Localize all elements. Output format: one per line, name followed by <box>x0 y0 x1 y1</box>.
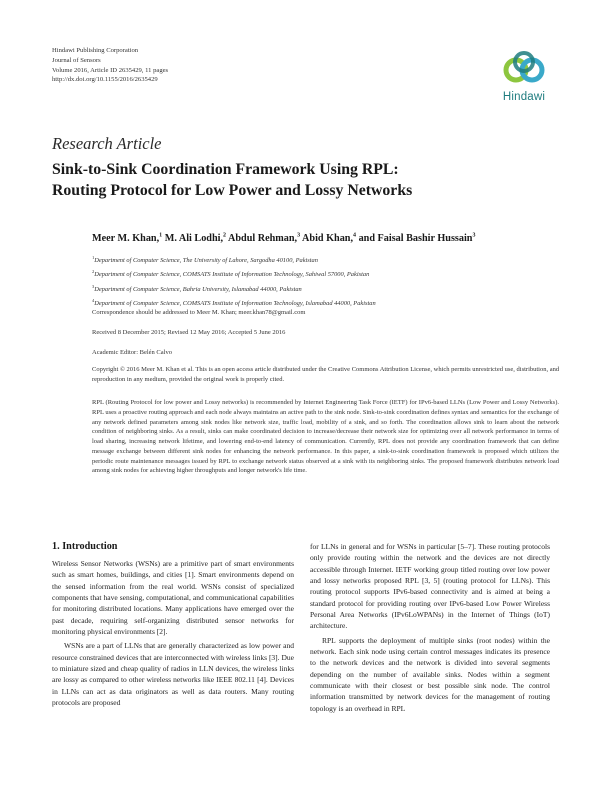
body-paragraph: for LLNs in general and for WSNs in particular [5–7]. These routing protocols only provide routing within the network and the devices are not directly accessible through Internet. IETF working group titled routing over low power and lossy networks proposed RPL [3, 5] (routing protocol for LLNs). This routing protocol supports IPv6-based connectivity and is aimed at being a standard protocol for providing routing over IPv6-based Low Power Wireless Personal Area Networks (IPv6LoWPANs) in the Internet of Things (IoT) architecture. <box>310 542 550 631</box>
author: and Faisal Bashir Hussain$^3$ <box>356 233 476 245</box>
author: Abid Khan,$^4$ <box>300 233 357 245</box>
body-paragraph: WSNs are a part of LLNs that are generally characterized as low power and resource constrained devices that are interconnected with wireless links [3]. Due to miniature sized and cheap quality of radios in LLN devices, the wireless links are lossy as compared to other wireless networks like IEEE 802.11 [4]. Devices in LLNs can act as data originators as well as data routers. Many routing protocols are proposed <box>52 641 294 708</box>
author: Abdul Rehman,$^3$ <box>226 233 301 245</box>
affiliation: $^3$Department of Computer Science, Bahria University, Islamabad 44000, Pakistan <box>92 283 302 293</box>
abstract: RPL (Routing Protocol for low power and Lossy networks) is recommended by Internet Engineering Task Force (IETF) for IPv6-based LLNs (Low Power and Lossy Networks). RPL uses a proactive routing approach and each node always maintains an active path to the sink node. Sink-to-sink coordination defines syntax and semantics for the exchange of any network defined parameters among sink nodes like network size, traffic load, mobility of a sink, and so forth. The coordination allows sink to learn about the network condition of neighboring sinks. As a result, sinks can make coordinated decision to increase/decrease their network size for optimizing over all network performance in terms of load sharing, increasing network lifetime, and lowering end-to-end latency of communication. Currently, RPL does not provide any coordination framework that can define message exchange between different sink nodes for enhancing the network performance. In this paper, a sink-to-sink coordination framework is proposed which utilizes the periodic route maintenance messages issued by RPL to exchange network status observed at a sink with its neighboring sinks. The proposed framework distributes network load among sink nodes for achieving higher throughputs and longer network's life time. <box>92 399 559 475</box>
volume-info: Volume 2016, Article ID 2635429, 11 pages <box>52 66 169 74</box>
affiliations <box>92 252 572 309</box>
title-line-2: Routing Protocol for Low Power and Lossy Networks <box>52 182 413 199</box>
publisher-name: Hindawi Publishing Corporation <box>52 47 139 54</box>
author-list <box>92 233 572 244</box>
hindawi-logo <box>492 48 556 108</box>
body-column-right <box>310 541 550 714</box>
copyright-notice: Copyright © 2016 Meer M. Khan et al. This is an open access article distributed under the Creative Commons Attribution License, which permits unrestricted use, distribution, and reproduction in any medium, provided the original work is properly cited. <box>92 366 560 383</box>
journal-name: Journal of Sensors <box>52 56 101 64</box>
hindawi-logo-text: Hindawi <box>502 91 546 103</box>
hindawi-logo-icon <box>492 48 556 92</box>
body-paragraph: Wireless Sensor Networks (WSNs) are a primitive part of smart environments such as smart homes, buildings, and cities [1]. Smart environments depend on the sensed information from the real world. WSNs consist of specialized components that have sensing, computational, and communicational capabilities for monitoring distributed locations. Many applications have emerged over the past decade, requiring self-organizing distributed sensor networks for monitoring physical environments [2]. <box>52 559 294 637</box>
affiliation: $^1$Department of Computer Science, The University of Lahore, Sargodha 40100, Pakistan <box>92 255 318 265</box>
title-line-1: Sink-to-Sink Coordination Framework Using RPL: <box>52 161 399 178</box>
section-heading: 1. Introduction <box>52 541 118 552</box>
academic-editor: Academic Editor: Belén Calvo <box>92 349 172 356</box>
article-type: Research Article <box>52 134 162 153</box>
affiliation: $^4$Department of Computer Science, COMSATS Institute of Information Technology, Islamabad 44000, Pakistan <box>92 297 376 308</box>
affiliation: $^2$Department of Computer Science, COMSATS Institute of Information Technology, Sahiwal 57000, Pakistan <box>92 269 370 279</box>
article-title <box>52 159 572 201</box>
publication-info <box>52 46 312 85</box>
received-dates: Received 8 December 2015; Revised 12 May 2016; Accepted 5 June 2016 <box>92 329 286 336</box>
body-paragraph: RPL supports the deployment of multiple sinks (root nodes) within the network. Each sink node using certain control messages indicates its presence to the network devices and the network is divided into several segments depending on the number of available sinks. Nodes within a segment communicate with their closest or best possible sink node. The control information transmitted by network devices for the management of routing topology is an overhead in RPL <box>310 635 550 713</box>
author: M. Ali Lodhi,$^2$ <box>162 233 227 245</box>
correspondence: Correspondence should be addressed to Meer M. Khan; meer.khan78@gmail.com <box>92 309 306 316</box>
doi-link[interactable]: http://dx.doi.org/10.1155/2016/2635429 <box>52 76 158 84</box>
body-column-left <box>52 558 294 708</box>
author: Meer M. Khan,$^1$ <box>92 233 163 245</box>
